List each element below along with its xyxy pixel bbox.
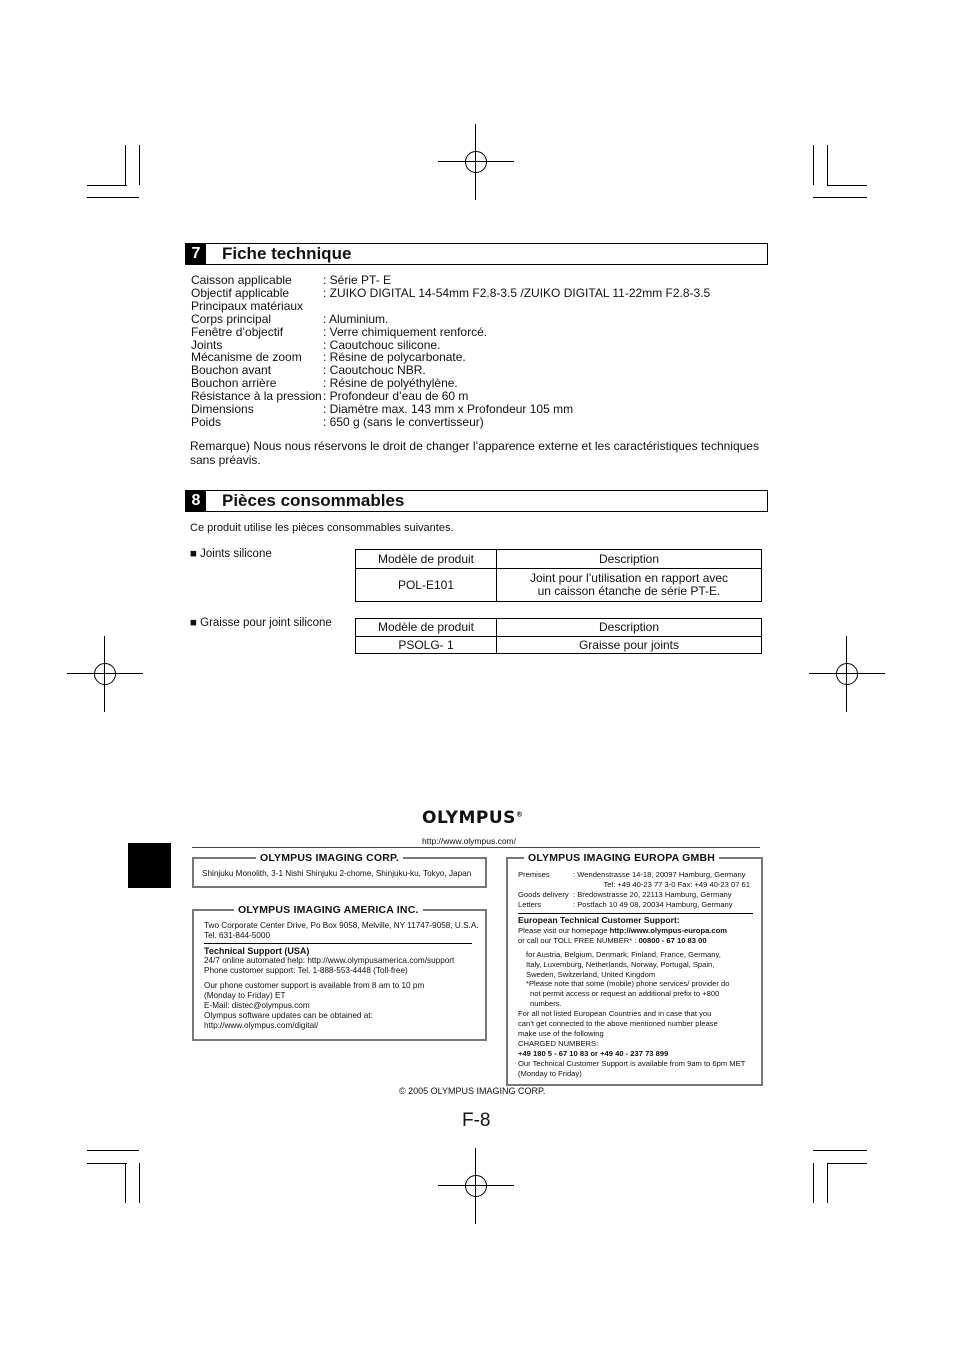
- spec-label: Fenêtre d’objectif: [191, 324, 284, 339]
- divider: [518, 913, 753, 914]
- spec-value: : Verre chimiquement renforcé.: [323, 324, 488, 339]
- description-line: un caisson étanche de série PT-E.: [537, 584, 721, 598]
- corp-title: OLYMPUS IMAGING CORP.: [256, 851, 403, 865]
- support-line: For all not listed European Countries and in case that you: [518, 1009, 712, 1019]
- support-line: numbers.: [530, 999, 562, 1009]
- consumables-intro: Ce produit utilise les pièces consommables suivantes.: [190, 522, 454, 534]
- spec-label: Poids: [191, 414, 222, 429]
- support-line: [518, 926, 758, 936]
- table-cell-model: PSOLG- 1: [356, 637, 497, 654]
- spec-value: : 650 g (sans le convertisseur): [323, 414, 484, 429]
- america-details: [204, 921, 479, 1031]
- section-8-header: [185, 490, 768, 512]
- section-7-header: [185, 243, 768, 265]
- copyright: © 2005 OLYMPUS IMAGING CORP.: [399, 1086, 546, 1096]
- support-title: European Technical Customer Support:: [518, 915, 680, 925]
- section-title: Fiche technique: [222, 244, 352, 263]
- america-box: [192, 904, 487, 1041]
- address-label: Goods delivery: [518, 890, 569, 899]
- spec-row: [191, 326, 710, 339]
- table-cell-model: POL-E101: [356, 569, 497, 602]
- address-row: [518, 870, 758, 880]
- table-header: Modèle de produit: [356, 550, 497, 569]
- spec-label: Bouchon avant: [191, 363, 272, 378]
- support-line: Sweden, Switzerland, United Kingdom: [526, 969, 656, 979]
- table-header: Description: [497, 550, 762, 569]
- support-line: make use of the following: [518, 1028, 604, 1038]
- support-line: (Monday to Friday): [518, 1068, 582, 1078]
- remark-text: [190, 439, 759, 467]
- spec-value: : ZUIKO DIGITAL 14-54mm F2.8-3.5 /ZUIKO DIGITAL 11-22mm F2.8-3.5: [323, 285, 711, 300]
- support-text: or call our TOLL FREE NUMBER* :: [518, 935, 639, 945]
- corp-box: [192, 852, 487, 888]
- page-number: F-8: [462, 1110, 491, 1131]
- registration-mark: [438, 124, 514, 200]
- olympus-url: http://www.olympus.com/: [422, 836, 517, 846]
- address-value: : Bredowstrasse 20, 22113 Hamburg, Germany: [573, 890, 732, 899]
- spec-label: Corps principal: [191, 311, 272, 326]
- europa-title: OLYMPUS IMAGING EUROPA GMBH: [524, 851, 719, 865]
- table-header: Modèle de produit: [356, 619, 497, 637]
- remark-line: sans préavis.: [190, 453, 261, 467]
- support-url: http://www.olympus-europa.com: [609, 925, 728, 935]
- address-row: [518, 890, 758, 900]
- spec-value: : Série PT- E: [323, 273, 392, 287]
- europa-addresses: [518, 870, 758, 910]
- parts-table-grease: [355, 618, 762, 654]
- registered-mark: ®: [515, 810, 524, 819]
- spec-value: : Résine de polycarbonate.: [323, 350, 466, 365]
- section-title: Pièces consommables: [222, 491, 405, 510]
- table-cell-description: [497, 569, 762, 602]
- america-title: OLYMPUS IMAGING AMERICA INC.: [234, 903, 423, 917]
- support-line: http://www.olympus.com/digital/: [204, 1021, 319, 1030]
- address-label: Premises: [518, 870, 550, 879]
- section-number: 8: [186, 491, 206, 511]
- registration-mark: [809, 636, 885, 712]
- spec-row: [191, 416, 710, 429]
- address-line: Two Corporate Center Drive, Po Box 9058, Melville, NY 11747-9058, U.S.A.: [204, 921, 479, 930]
- registration-mark: [438, 1148, 514, 1224]
- logo-text: OLYMPUS: [422, 808, 516, 828]
- spec-value: : Diamètre max. 143 mm x Profondeur 105 mm: [323, 402, 574, 417]
- support-line: not permit access or request an additional prefix to +800: [530, 989, 720, 999]
- remark-line: Remarque) Nous nous réservons le droit de changer l’apparence externe et les caractéristiques techniques: [190, 439, 759, 453]
- spec-value: : Caoutchouc NBR.: [323, 363, 426, 378]
- support-line: (Monday to Friday) ET: [204, 991, 286, 1000]
- europa-box: [506, 852, 763, 1086]
- spec-label: Joints: [191, 337, 223, 352]
- spec-row: [191, 274, 710, 287]
- support-line: Our Technical Customer Support is available from 9am to 6pm MET: [518, 1058, 746, 1068]
- address-row: [518, 900, 758, 910]
- spec-label: Dimensions: [191, 402, 254, 417]
- support-line: for Austria, Belgium, Denmark, Finland, France, Germany,: [526, 949, 721, 959]
- spec-label: Principaux matériaux: [191, 298, 304, 313]
- address-value: : Wendenstrasse 14-18, 20097 Hamburg, Germany: [573, 870, 746, 879]
- spec-row: [191, 287, 710, 300]
- charged-numbers: +49 180 5 - 67 10 83 or +49 40 - 237 73 899: [518, 1048, 669, 1058]
- table-header: Description: [497, 619, 762, 637]
- support-line: *Please note that some (mobile) phone services/ provider do: [526, 979, 730, 989]
- support-line: Olympus software updates can be obtained at:: [204, 1011, 373, 1020]
- support-line: can’t get connected to the above mentioned number please: [518, 1019, 718, 1029]
- registration-mark: [67, 636, 143, 712]
- section-number: 7: [186, 244, 206, 264]
- spec-value: : Profondeur d’eau de 60 m: [323, 389, 469, 404]
- address-label: Letters: [518, 900, 542, 909]
- address-value: : Postfach 10 49 08, 20034 Hamburg, Germany: [573, 900, 733, 909]
- spec-label: Caisson applicable: [191, 273, 292, 287]
- table-cell-description: Graisse pour joints: [497, 637, 762, 654]
- address-line: Tel. 631-844-5000: [204, 931, 271, 940]
- support-line: Our phone customer support is available from 8 am to 10 pm: [204, 981, 425, 990]
- spec-value: : Aluminium.: [323, 311, 389, 326]
- spec-row: [191, 313, 710, 326]
- spec-list: [191, 274, 710, 429]
- support-line: Phone customer support: Tel. 1-888-553-4448 (Toll-free): [204, 966, 408, 975]
- description-line: Joint pour l’utilisation en rapport avec: [529, 571, 729, 585]
- corp-address: Shinjuku Monolith, 3-1 Nishi Shinjuku 2-chome, Shinjuku-ku, Tokyo, Japan: [202, 869, 472, 878]
- spec-label: Mécanisme de zoom: [191, 350, 302, 365]
- phone-fax: Tel: +49 40-23 77 3-0 Fax: +49 40-23 07 61: [603, 880, 750, 889]
- spec-label: Objectif applicable: [191, 285, 290, 300]
- support-line: CHARGED NUMBERS:: [518, 1038, 599, 1048]
- parts-table-joints: [355, 549, 762, 602]
- olympus-logo: [422, 808, 523, 828]
- support-line: 24/7 online automated help: http://www.olympusamerica.com/support: [204, 956, 455, 965]
- europa-support: [518, 916, 758, 1079]
- spec-label: Résistance à la pression: [191, 389, 322, 404]
- spec-label: Bouchon arrière: [191, 376, 277, 391]
- support-text: Please visit our homepage: [518, 925, 610, 935]
- support-title: Technical Support (USA): [204, 946, 310, 956]
- toll-free-number: 00800 - 67 10 83 00: [638, 935, 707, 945]
- item-label-grease: ■ Graisse pour joint silicone: [190, 617, 332, 629]
- spec-row: [191, 300, 710, 313]
- divider: [204, 943, 472, 944]
- support-line: [518, 936, 758, 946]
- spec-value: : Résine de polyéthylène.: [323, 376, 458, 391]
- footer-rule: [192, 847, 760, 848]
- item-label-joints: ■ Joints silicone: [190, 548, 272, 560]
- support-line: Italy, Luxemburg, Netherlands, Norway, Portugal, Spain,: [526, 959, 715, 969]
- side-tab-marker: [128, 843, 171, 888]
- spec-value: : Caoutchouc silicone.: [323, 337, 441, 352]
- support-line: E-Mail: distec@olympus.com: [204, 1001, 310, 1010]
